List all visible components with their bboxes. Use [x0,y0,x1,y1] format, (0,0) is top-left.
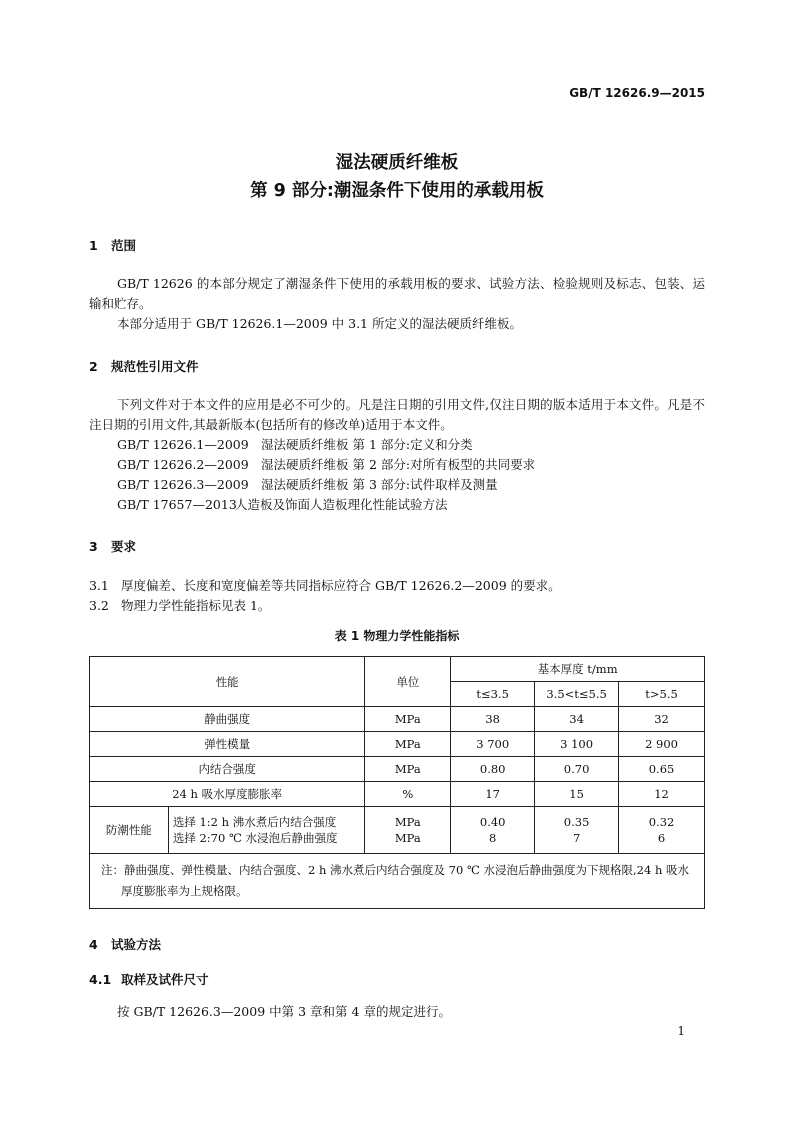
subsection-4-1-heading [89,970,209,988]
header-unit: 单位 [365,657,451,707]
reference-item [117,435,473,453]
properties-table [89,656,705,909]
clause-text: 厚度偏差、长度和宽度偏差等共同指标应符合 GB/T 12626.2—2009 的要求。 [121,578,561,593]
document-subtitle: 第 9 部分:潮湿条件下使用的承载用板 [250,181,544,201]
moisture-options [168,807,365,854]
row-value: 3 700 [451,732,535,757]
clause-3-2 [89,596,270,614]
row-property: 内结合强度 [90,757,365,782]
section-title: 要求 [111,539,137,554]
reference-title: 湿法硬质纤维板 第 2 部分:对所有板型的共同要求 [261,457,536,472]
section-title: 规范性引用文件 [111,359,199,374]
row-value: 32 [619,707,705,732]
page-number: 1 [677,1024,685,1038]
section-title: 试验方法 [111,937,162,952]
moisture-values-col-2 [535,807,619,854]
table-note-row [90,854,705,909]
scope-paragraph-2: 本部分适用于 GB/T 12626.1—2009 中 3.1 所定义的湿法硬质纤维板。 [117,316,522,331]
clause-text: 物理力学性能指标见表 1。 [121,598,271,613]
reference-item [117,495,448,513]
section-number: 2 [89,359,98,374]
section-1-heading [89,236,136,254]
row-unit: MPa [365,757,451,782]
clause-number: 3.1 [89,578,109,593]
row-value: 2 900 [619,732,705,757]
reference-code: GB/T 17657—2013 [117,497,237,512]
header-range: t>5.5 [619,682,705,707]
reference-item [117,475,498,493]
table-row [90,732,705,757]
moisture-units [365,807,451,854]
row-value: 6 [657,831,666,845]
row-value: 0.65 [619,757,705,782]
section-number: 4 [89,937,98,952]
subsection-title: 取样及试件尺寸 [121,972,209,987]
reference-code: GB/T 12626.3—2009 [117,477,249,492]
table-caption: 表 1 物理力学性能指标 [334,629,460,643]
table-row [90,707,705,732]
section-title: 范围 [111,238,137,253]
row-value: 34 [535,707,619,732]
row-value: 3 100 [535,732,619,757]
section-number: 1 [89,238,98,253]
row-value: 17 [451,782,535,807]
section-number: 3 [89,539,98,554]
row-value: 15 [535,782,619,807]
row-value: 0.32 [648,815,675,829]
row-value: 7 [572,831,581,845]
header-range: 3.5<t≤5.5 [535,682,619,707]
header-property: 性能 [90,657,365,707]
header-range: t≤3.5 [451,682,535,707]
row-value: 8 [489,831,497,845]
row-unit: MPa [394,815,421,829]
moisture-values-col-1 [451,807,535,854]
header-thickness-group: 基本厚度 t/mm [451,657,705,682]
reference-title: 湿法硬质纤维板 第 3 部分:试件取样及测量 [261,477,498,492]
table-row-moisture [90,807,705,854]
row-value: 0.70 [535,757,619,782]
row-value: 0.80 [451,757,535,782]
section-4-heading [89,935,161,953]
normative-refs-paragraph: 下列文件对于本文件的应用是必不可少的。凡是注日期的引用文件,仅注日期的版本适用于本文件。凡是不注日期的引用文件,其最新版本(包括所有的修改单)适用于本文件。 [89,397,705,432]
row-value: 0.40 [479,815,506,829]
table-row [90,757,705,782]
row-unit: MPa [365,707,451,732]
row-value: 12 [619,782,705,807]
moisture-option-1: 选择 1:2 h 沸水煮后内结合强度 [172,815,337,829]
scope-paragraph-1: GB/T 12626 的本部分规定了潮湿条件下使用的承载用板的要求、试验方法、检验规则及标志、包装、运输和贮存。 [89,276,705,311]
reference-code: GB/T 12626.1—2009 [117,437,249,452]
document-title: 湿法硬质纤维板 [335,153,459,173]
row-unit: MPa [394,831,421,845]
table-row [90,782,705,807]
table-note: 注：静曲强度、弹性模量、内结合强度、2 h 沸水煮后内结合强度及 70 ℃ 水浸泡后静曲强度为下规格限,24 h 吸水厚度膨胀率为上规格限。 [90,854,705,909]
clause-number: 3.2 [89,598,109,613]
reference-item [117,455,535,473]
row-property: 静曲强度 [90,707,365,732]
subsection-number: 4.1 [89,972,112,987]
section-3-heading [89,537,136,555]
clause-3-1 [89,576,561,594]
section-2-heading [89,357,199,375]
moisture-values-col-3 [619,807,705,854]
row-property: 24 h 吸水厚度膨胀率 [90,782,365,807]
standard-code: GB/T 12626.9—2015 [569,86,705,100]
row-unit: MPa [365,732,451,757]
row-unit: % [365,782,451,807]
row-value: 38 [451,707,535,732]
reference-code: GB/T 12626.2—2009 [117,457,249,472]
row-value: 0.35 [563,815,590,829]
sampling-paragraph: 按 GB/T 12626.3—2009 中第 3 章和第 4 章的规定进行。 [117,1004,451,1019]
reference-title: 人造板及饰面人造板理化性能试验方法 [235,497,448,512]
row-property: 弹性模量 [90,732,365,757]
moisture-option-2: 选择 2:70 ℃ 水浸泡后静曲强度 [172,831,338,845]
reference-title: 湿法硬质纤维板 第 1 部分:定义和分类 [261,437,473,452]
moisture-group-label: 防潮性能 [90,807,169,854]
